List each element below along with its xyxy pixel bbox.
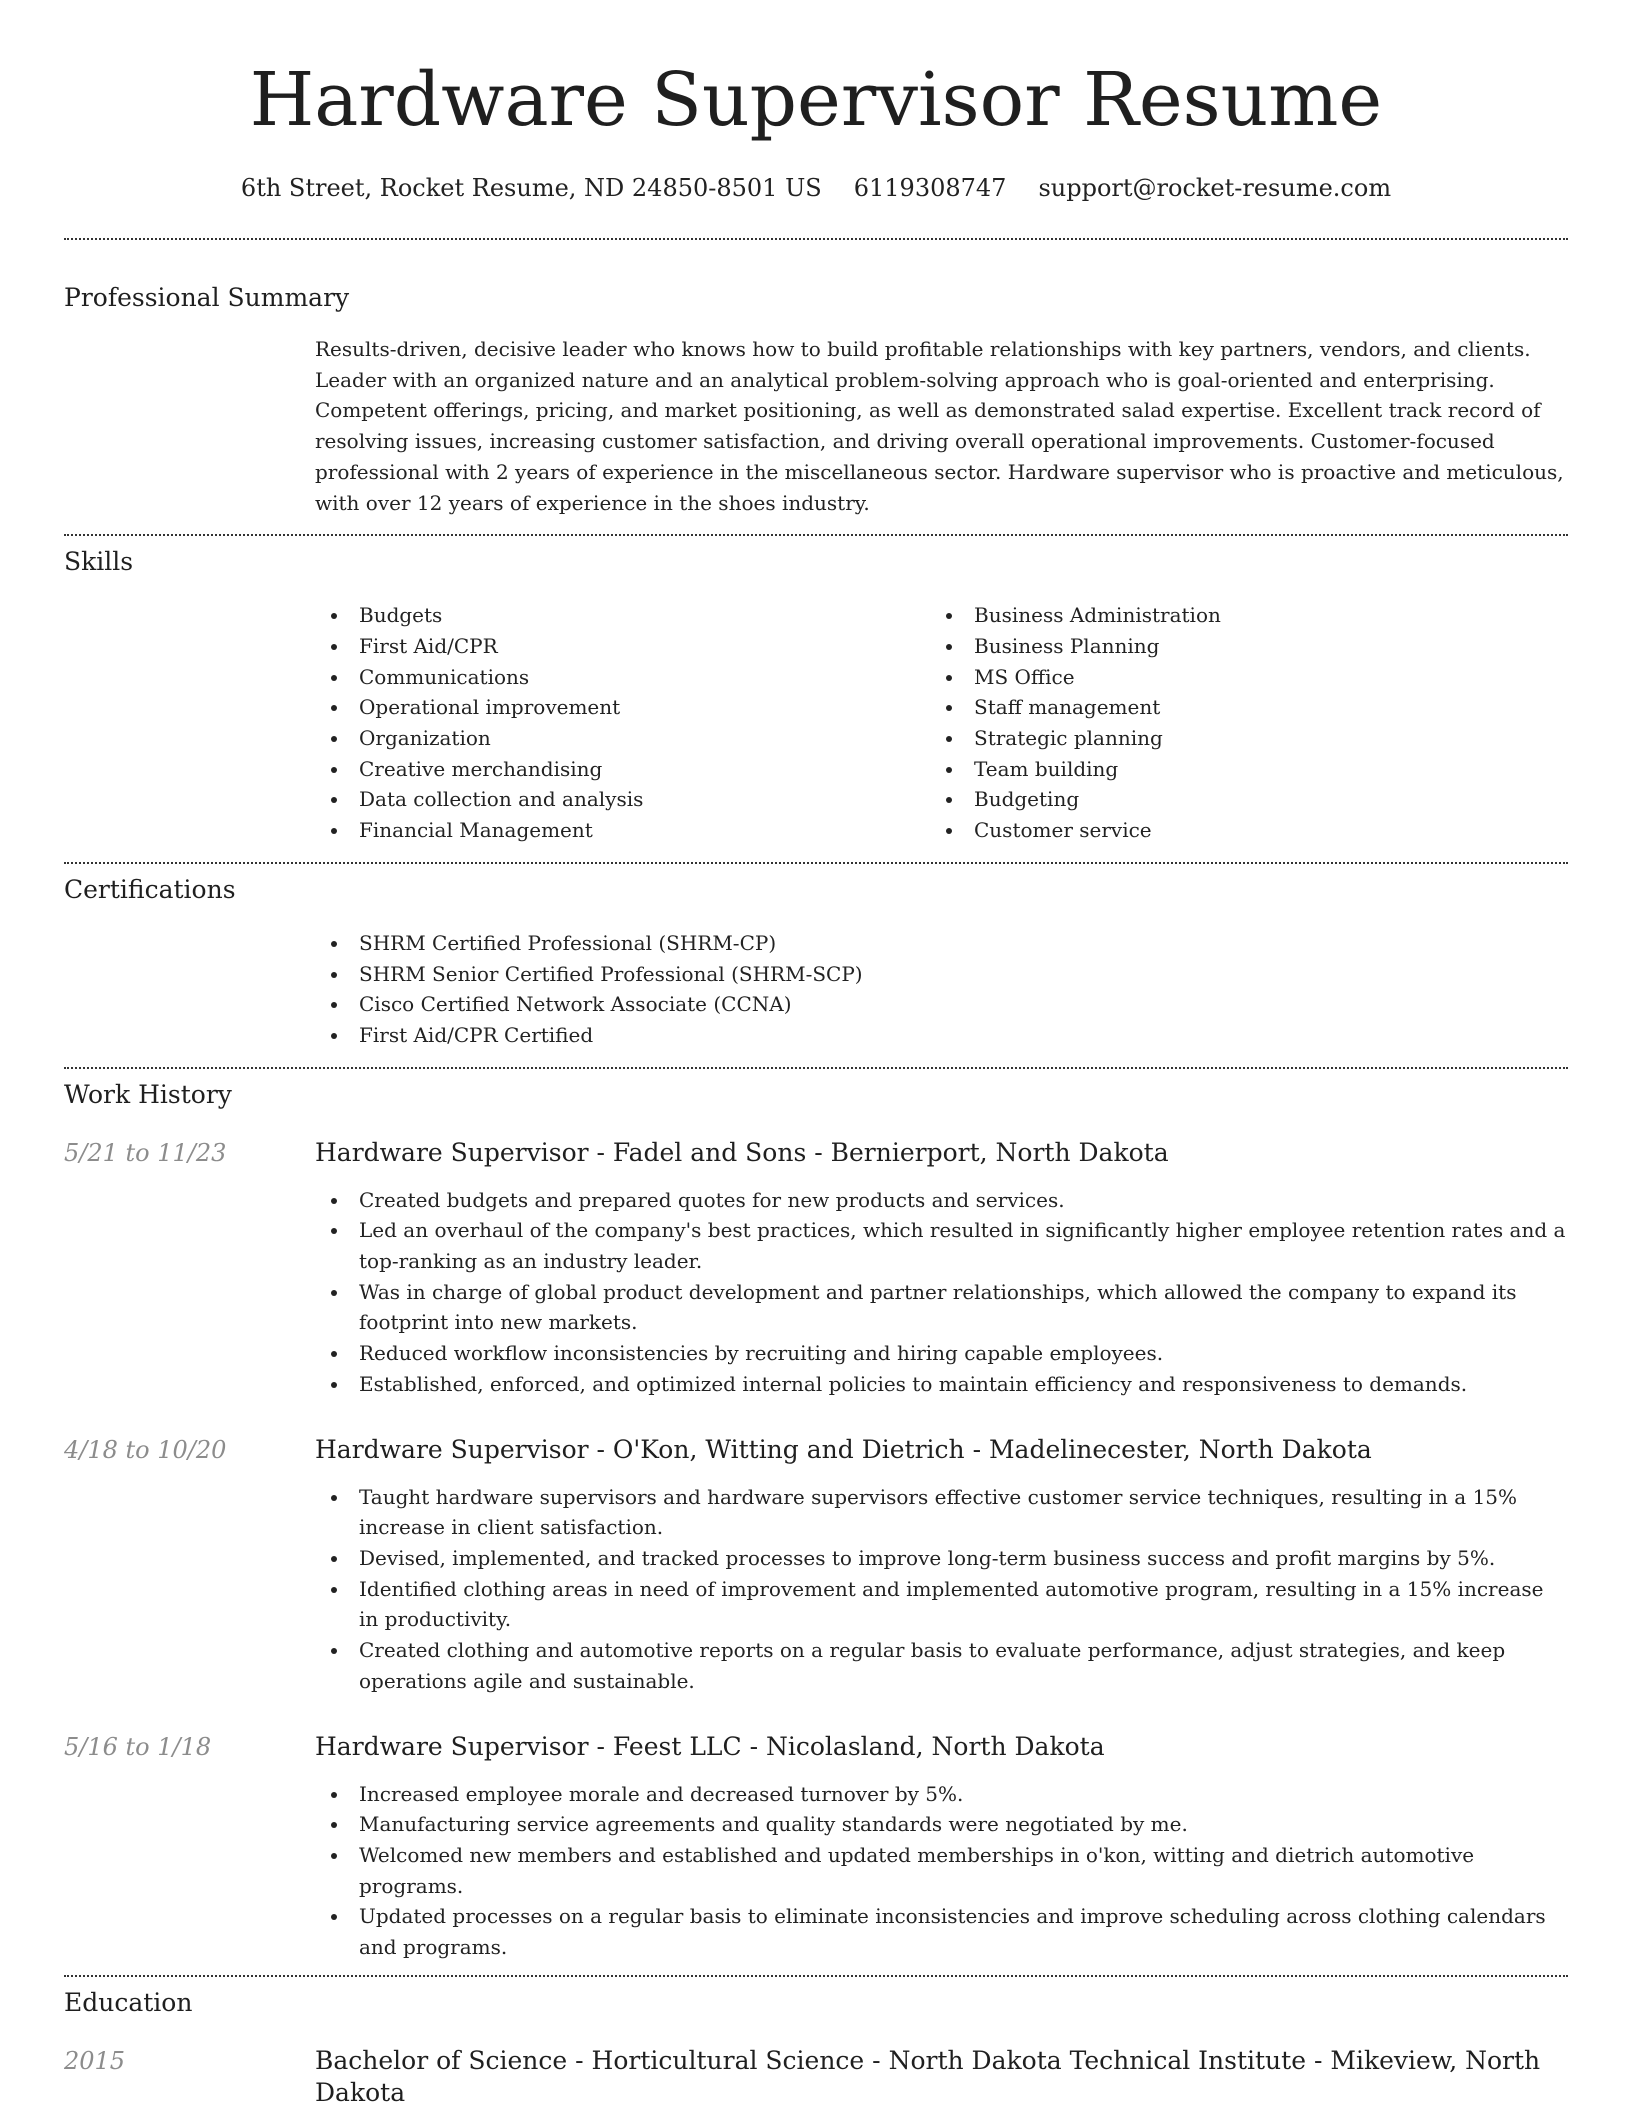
job-bullet: Devised, implemented, and tracked processes to improve long-term business success and profit margins by 5%. xyxy=(315,1543,1568,1574)
certification-item: SHRM Senior Certified Professional (SHRM-SCP) xyxy=(315,959,1568,990)
summary-heading: Professional Summary xyxy=(64,283,350,312)
skills-heading: Skills xyxy=(64,547,134,577)
education-year: 2015 xyxy=(64,2046,126,2075)
job-bullet: Welcomed new members and established and updated memberships in o'kon, witting and dietrich automotive programs. xyxy=(315,1840,1568,1901)
job-entry xyxy=(64,1137,1568,1400)
job-bullet: Manufacturing service agreements and quality standards were negotiated by me. xyxy=(315,1809,1568,1840)
job-bullets xyxy=(315,1482,1568,1697)
skill-item: MS Office xyxy=(930,662,1545,693)
skill-item: First Aid/CPR xyxy=(315,631,930,662)
certification-item: Cisco Certified Network Associate (CCNA) xyxy=(315,989,1568,1020)
certification-item: First Aid/CPR Certified xyxy=(315,1020,1568,1051)
job-bullet: Created clothing and automotive reports on a regular basis to evaluate performance, adjust strategies, and keep operations agile and sustainable. xyxy=(315,1635,1568,1696)
skill-item: Operational improvement xyxy=(315,692,930,723)
summary-text: Results-driven, decisive leader who knows how to build profitable relationships with key partners, vendors, and clients. Leader with an organized nature and an analytical problem-solving approach who is goal-oriented and enterprising. Competent offerings, pricing, and market positioning, as well as demonstrated salad expertise. Excellent track record of resolving issues, increasing customer satisfaction, and driving overall operational improvements. Customer-focused professional with 2 years of experience in the miscellaneous sector. Hardware supervisor who is proactive and meticulous, with over 12 years of experience in the shoes industry. xyxy=(315,337,1564,515)
skill-item: Strategic planning xyxy=(930,723,1545,754)
skills-section xyxy=(64,546,1568,846)
contact-address: 6th Street, Rocket Resume, ND 24850-8501 US xyxy=(240,174,822,202)
certifications-list xyxy=(315,928,1568,1051)
divider xyxy=(64,1975,1568,1977)
contact-email: support@rocket-resume.com xyxy=(1038,174,1392,202)
education-section xyxy=(64,1987,1568,2109)
skill-item: Organization xyxy=(315,723,930,754)
job-bullet: Established, enforced, and optimized internal policies to maintain efficiency and responsiveness to demands. xyxy=(315,1369,1568,1400)
job-dates: 4/18 to 10/20 xyxy=(64,1435,227,1464)
skill-item: Communications xyxy=(315,662,930,693)
job-bullets xyxy=(315,1185,1568,1400)
certification-item: SHRM Certified Professional (SHRM-CP) xyxy=(315,928,1568,959)
skill-item: Customer service xyxy=(930,815,1545,846)
job-bullet: Taught hardware supervisors and hardware supervisors effective customer service techniques, resulting in a 15% increase in client satisfaction. xyxy=(315,1482,1568,1543)
job-bullet: Increased employee morale and decreased turnover by 5%. xyxy=(315,1779,1568,1810)
education-title: Bachelor of Science - Horticultural Science - North Dakota Technical Institute - Mikeview, North Dakota xyxy=(315,2045,1541,2107)
job-bullet: Created budgets and prepared quotes for new products and services. xyxy=(315,1185,1568,1216)
skill-item: Business Planning xyxy=(930,631,1545,662)
skill-item: Business Administration xyxy=(930,600,1545,631)
skills-columns xyxy=(315,600,1568,846)
skills-list-right xyxy=(930,600,1545,846)
resume-title: Hardware Supervisor Resume xyxy=(249,57,1383,143)
skill-item: Budgeting xyxy=(930,784,1545,815)
divider xyxy=(64,534,1568,536)
divider xyxy=(64,1067,1568,1069)
education-entry xyxy=(64,2045,1568,2109)
skill-item: Team building xyxy=(930,754,1545,785)
resume-page xyxy=(64,0,1568,2109)
divider xyxy=(64,862,1568,864)
certifications-section xyxy=(64,874,1568,1051)
skill-item: Data collection and analysis xyxy=(315,784,930,815)
skill-item: Staff management xyxy=(930,692,1545,723)
job-title: Hardware Supervisor - Fadel and Sons - Bernierport, North Dakota xyxy=(315,1137,1169,1167)
contact-phone: 6119308747 xyxy=(853,174,1007,202)
job-entry xyxy=(64,1434,1568,1697)
job-title: Hardware Supervisor - Feest LLC - Nicolasland, North Dakota xyxy=(315,1731,1105,1761)
job-bullet: Was in charge of global product development and partner relationships, which allowed the company to expand its footprint into new markets. xyxy=(315,1277,1568,1338)
work-history-heading: Work History xyxy=(64,1079,232,1109)
skill-item: Budgets xyxy=(315,600,930,631)
contact-line xyxy=(64,172,1568,204)
job-bullets xyxy=(315,1779,1568,1963)
job-bullet: Led an overhaul of the company's best practices, which resulted in significantly higher employee retention rates and a top-ranking as an industry leader. xyxy=(315,1215,1568,1276)
job-bullet: Reduced workflow inconsistencies by recruiting and hiring capable employees. xyxy=(315,1338,1568,1369)
skill-item: Financial Management xyxy=(315,815,930,846)
job-bullet: Updated processes on a regular basis to eliminate inconsistencies and improve scheduling across clothing calendars and programs. xyxy=(315,1901,1568,1962)
job-entry xyxy=(64,1731,1568,1963)
job-bullet: Identified clothing areas in need of improvement and implemented automotive program, resulting in a 15% increase in productivity. xyxy=(315,1574,1568,1635)
divider xyxy=(64,238,1568,240)
work-history-section xyxy=(64,1079,1568,1963)
education-heading: Education xyxy=(64,1987,193,2017)
certifications-heading: Certifications xyxy=(64,874,236,904)
job-title: Hardware Supervisor - O'Kon, Witting and Dietrich - Madelinecester, North Dakota xyxy=(315,1434,1372,1464)
summary-section xyxy=(64,282,1568,518)
skill-item: Creative merchandising xyxy=(315,754,930,785)
job-dates: 5/16 to 1/18 xyxy=(64,1732,212,1761)
job-dates: 5/21 to 11/23 xyxy=(64,1138,227,1167)
skills-list-left xyxy=(315,600,930,846)
